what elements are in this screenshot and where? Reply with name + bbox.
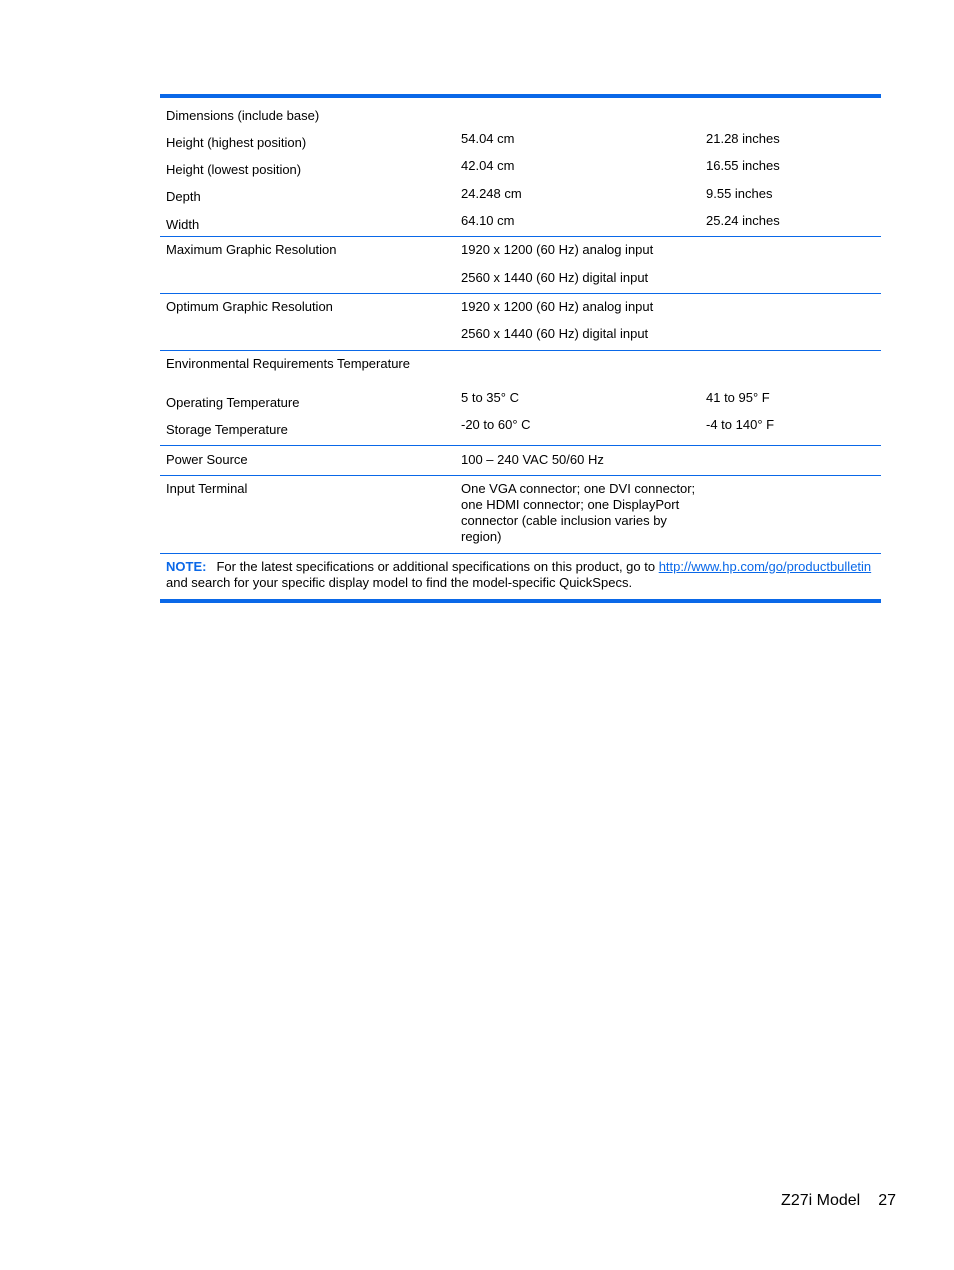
page-footer <box>781 1192 896 1210</box>
analog-resolution: 1920 x 1200 (60 Hz) analog input <box>461 299 654 314</box>
row-label: Optimum Graphic Resolution <box>166 299 333 314</box>
dimensions-section <box>160 98 881 237</box>
row-metric: 24.248 cm <box>461 186 522 201</box>
power-section <box>160 446 881 476</box>
row-metric: 64.10 cm <box>461 213 515 228</box>
row-imperial: 25.24 inches <box>706 213 780 228</box>
row-label: Height (lowest position) <box>166 162 302 177</box>
row-label: Input Terminal <box>166 481 248 496</box>
row-label: Width <box>166 217 200 232</box>
page-number: 27 <box>878 1192 896 1209</box>
input-line: region) <box>461 529 502 544</box>
note-box <box>160 554 881 603</box>
environment-section <box>160 351 881 446</box>
dimensions-heading: Dimensions (include base) <box>166 108 320 123</box>
row-imperial: 16.55 inches <box>706 158 780 173</box>
note-text: For the latest specifications or additional specifications on this product, go to <box>216 559 659 574</box>
row-label: Depth <box>166 189 201 204</box>
footer-section-title: Z27i Model <box>781 1192 861 1209</box>
row-label: Operating Temperature <box>166 395 300 410</box>
row-imperial: 21.28 inches <box>706 131 780 146</box>
row-metric: 42.04 cm <box>461 158 515 173</box>
row-imperial: 9.55 inches <box>706 186 773 201</box>
input-line: one HDMI connector; one DisplayPort <box>461 497 680 512</box>
celsius-range: 5 to 35° C <box>461 390 519 405</box>
digital-resolution: 2560 x 1440 (60 Hz) digital input <box>461 270 649 285</box>
note-label: NOTE: <box>166 559 207 574</box>
max-resolution-section <box>160 237 881 294</box>
input-section <box>160 476 881 554</box>
input-line: One VGA connector; one DVI connector; <box>461 481 696 496</box>
environment-heading: Environmental Requirements Temperature <box>166 356 410 371</box>
fahrenheit-range: -4 to 140° F <box>706 417 775 432</box>
row-label: Maximum Graphic Resolution <box>166 242 337 257</box>
digital-resolution: 2560 x 1440 (60 Hz) digital input <box>461 326 649 341</box>
row-label: Power Source <box>166 452 248 467</box>
celsius-range: -20 to 60° C <box>461 417 531 432</box>
fahrenheit-range: 41 to 95° F <box>706 390 770 405</box>
note-text-continued: and search for your specific display model to find the model-specific QuickSpecs. <box>166 575 633 590</box>
power-value: 100 – 240 VAC 50/60 Hz <box>461 452 604 467</box>
analog-resolution: 1920 x 1200 (60 Hz) analog input <box>461 242 654 257</box>
input-line: connector (cable inclusion varies by <box>461 513 667 528</box>
product-bulletin-link[interactable]: http://www.hp.com/go/productbulletin <box>658 559 872 574</box>
specifications-table <box>160 94 881 603</box>
row-label: Storage Temperature <box>166 422 288 437</box>
row-metric: 54.04 cm <box>461 131 515 146</box>
optimum-resolution-section <box>160 294 881 351</box>
row-label: Height (highest position) <box>166 135 307 150</box>
